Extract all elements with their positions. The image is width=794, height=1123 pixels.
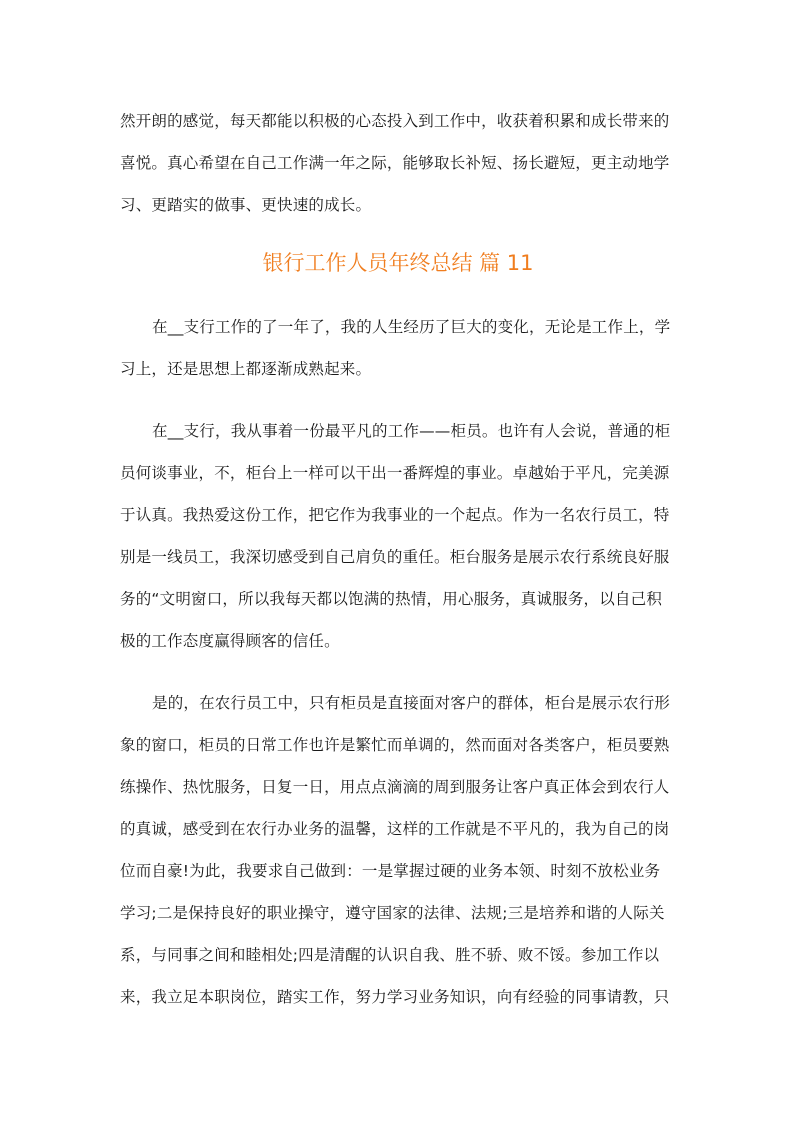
- intro-paragraph: [120, 100, 676, 226]
- document-body: [120, 100, 676, 1018]
- text-line: 的真诚，感受到在农行办业务的温馨，这样的工作就是不平凡的，我为自己的岗: [120, 820, 670, 838]
- text-line: 习上，还是思想上都逐渐成熟起来。: [120, 360, 372, 378]
- text-line: 系，与同事之间和睦相处;四是清醒的认识自我、胜不骄、败不馁。参加工作以: [120, 946, 660, 964]
- body-paragraph-2: [120, 410, 676, 662]
- text-line: 极的工作态度赢得顾客的信任。: [120, 632, 340, 650]
- paragraph-spacer: [120, 390, 676, 410]
- text-line: 位而自豪!为此，我要求自己做到：一是掌握过硬的业务本领、时刻不放松业务: [120, 862, 661, 880]
- text-line: 象的窗口，柜员的日常工作也许是繁忙而单调的，然而面对各类客户，柜员要熟: [120, 736, 670, 754]
- text-line: 在__支行工作的了一年了，我的人生经历了巨大的变化，无论是工作上，学: [152, 318, 671, 336]
- text-line: 然开朗的感觉，每天都能以积极的心态投入到工作中，收获着积累和成长带来的: [120, 112, 670, 130]
- section-title: 银行工作人员年终总结 篇 11: [262, 251, 534, 275]
- body-paragraph-1: [120, 306, 676, 390]
- text-line: 是的，在农行员工中，只有柜员是直接面对客户的群体，柜台是展示农行形: [152, 694, 671, 712]
- text-line: 务的“文明窗口，所以我每天都以饱满的热情，用心服务，真诚服务，以自己积: [120, 590, 663, 608]
- text-line: 练操作、热忱服务，日复一日，用点点滴滴的周到服务让客户真正体会到农行人: [120, 778, 670, 796]
- text-line: 来，我立足本职岗位，踏实工作，努力学习业务知识，向有经验的同事请教，只: [120, 988, 670, 1006]
- text-line: 学习;二是保持良好的职业操守，遵守国家的法律、法规;三是培养和谐的人际关: [120, 904, 665, 922]
- body-paragraph-3: [120, 682, 676, 1018]
- text-line: 于认真。我热爱这份工作，把它作为我事业的一个起点。作为一名农行员工，特: [120, 506, 670, 524]
- paragraph-spacer: [120, 662, 676, 682]
- text-line: 喜悦。真心希望在自己工作满一年之际，能够取长补短、扬长避短，更主动地学: [120, 154, 670, 172]
- text-line: 在__支行，我从事着一份最平凡的工作——柜员。也许有人会说，普通的柜: [152, 422, 671, 440]
- text-line: 别是一线员工，我深切感受到自己肩负的重任。柜台服务是展示农行系统良好服: [120, 548, 670, 566]
- text-line: 员何谈事业，不，柜台上一样可以干出一番辉煌的事业。卓越始于平凡，完美源: [120, 464, 670, 482]
- text-line: 习、更踏实的做事、更快速的成长。: [120, 196, 372, 214]
